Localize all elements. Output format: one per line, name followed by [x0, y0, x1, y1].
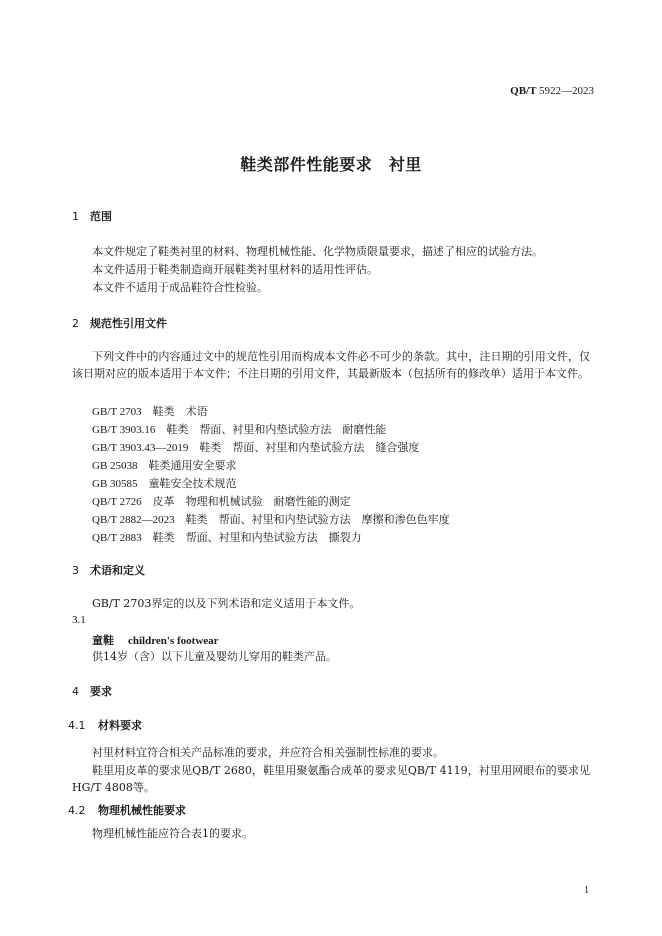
terms-intro: GB/T 2703界定的以及下列术语和定义适用于本文件。 [92, 597, 361, 610]
material-paragraph-2: 鞋里用皮革的要求见QB/T 2680，鞋里用聚氨酯合成革的要求见QB/T 4119，衬里用网眼布的要求见HG/T 4808等。 [72, 764, 590, 794]
standard-version: 5922—2023 [539, 85, 594, 97]
section-number: 4.1 [68, 719, 86, 732]
section-4-heading [72, 683, 112, 699]
section-number: 1 [72, 210, 79, 223]
section-number: 4 [72, 685, 79, 698]
reference-item: GB/T 3903.16 鞋类 帮面、衬里和内垫试验方法 耐磨性能 [92, 423, 387, 436]
mechanical-paragraph-1: 物理机械性能应符合表1的要求。 [92, 827, 253, 840]
section-title: 材料要求 [98, 719, 142, 732]
reference-item: QB/T 2883 鞋类 帮面、衬里和内垫试验方法 撕裂力 [92, 531, 362, 544]
section-title: 要求 [90, 685, 112, 698]
section-number: 2 [72, 317, 79, 330]
section-3-heading [72, 562, 145, 578]
reference-item: QB/T 2726 皮革 物理和机械试验 耐磨性能的测定 [92, 495, 351, 508]
section-1-heading [72, 208, 112, 224]
reference-item: GB/T 3903.43—2019 鞋类 帮面、衬里和内垫试验方法 缝合强度 [92, 441, 420, 454]
term-en: children's footwear [128, 635, 219, 647]
section-title: 术语和定义 [90, 564, 145, 577]
section-title: 范围 [90, 210, 112, 223]
scope-paragraph-2: 本文件适用于鞋类制造商开展鞋类衬里材料的适用性评估。 [92, 263, 378, 276]
reference-item: GB 30585 童鞋安全技术规范 [92, 477, 237, 490]
reference-item: GB 25038 鞋类通用安全要求 [92, 459, 237, 472]
standard-code: QB/T [510, 85, 537, 97]
section-title: 物理机械性能要求 [98, 804, 186, 817]
material-paragraph-1: 衬里材料宜符合相关产品标准的要求，并应符合相关强制性标准的要求。 [92, 746, 444, 759]
section-4-2-heading [68, 802, 186, 818]
term-entry [92, 632, 219, 648]
scope-paragraph-1: 本文件规定了鞋类衬里的材料、物理机械性能、化学物质限量要求，描述了相应的试验方法。 [92, 245, 543, 258]
section-4-1-heading [68, 717, 142, 733]
reference-item: GB/T 2703 鞋类 术语 [92, 405, 208, 418]
section-title: 规范性引用文件 [90, 317, 167, 330]
section-2-heading [72, 315, 167, 331]
document-title: 鞋类部件性能要求 衬里 [240, 155, 422, 174]
normative-intro: 下列文件中的内容通过文中的规范性引用而构成本文件必不可少的条款。其中，注日期的引用文件，仅该日期对应的版本适用于本文件；不注日期的引用文件，其最新版本（包括所有的修改单）适用于本文件。 [72, 350, 590, 380]
term-number: 3.1 [72, 614, 86, 626]
section-number: 3 [72, 564, 79, 577]
standard-number [510, 85, 594, 97]
reference-item: QB/T 2882—2023 鞋类 帮面、衬里和内垫试验方法 摩擦和渗色色牢度 [92, 513, 450, 526]
page-number: 1 [584, 885, 589, 896]
term-zh: 童鞋 [92, 634, 114, 647]
term-definition: 供14岁（含）以下儿童及婴幼儿穿用的鞋类产品。 [92, 650, 337, 663]
section-number: 4.2 [68, 804, 86, 817]
scope-paragraph-3: 本文件不适用于成品鞋符合性检验。 [92, 281, 268, 294]
